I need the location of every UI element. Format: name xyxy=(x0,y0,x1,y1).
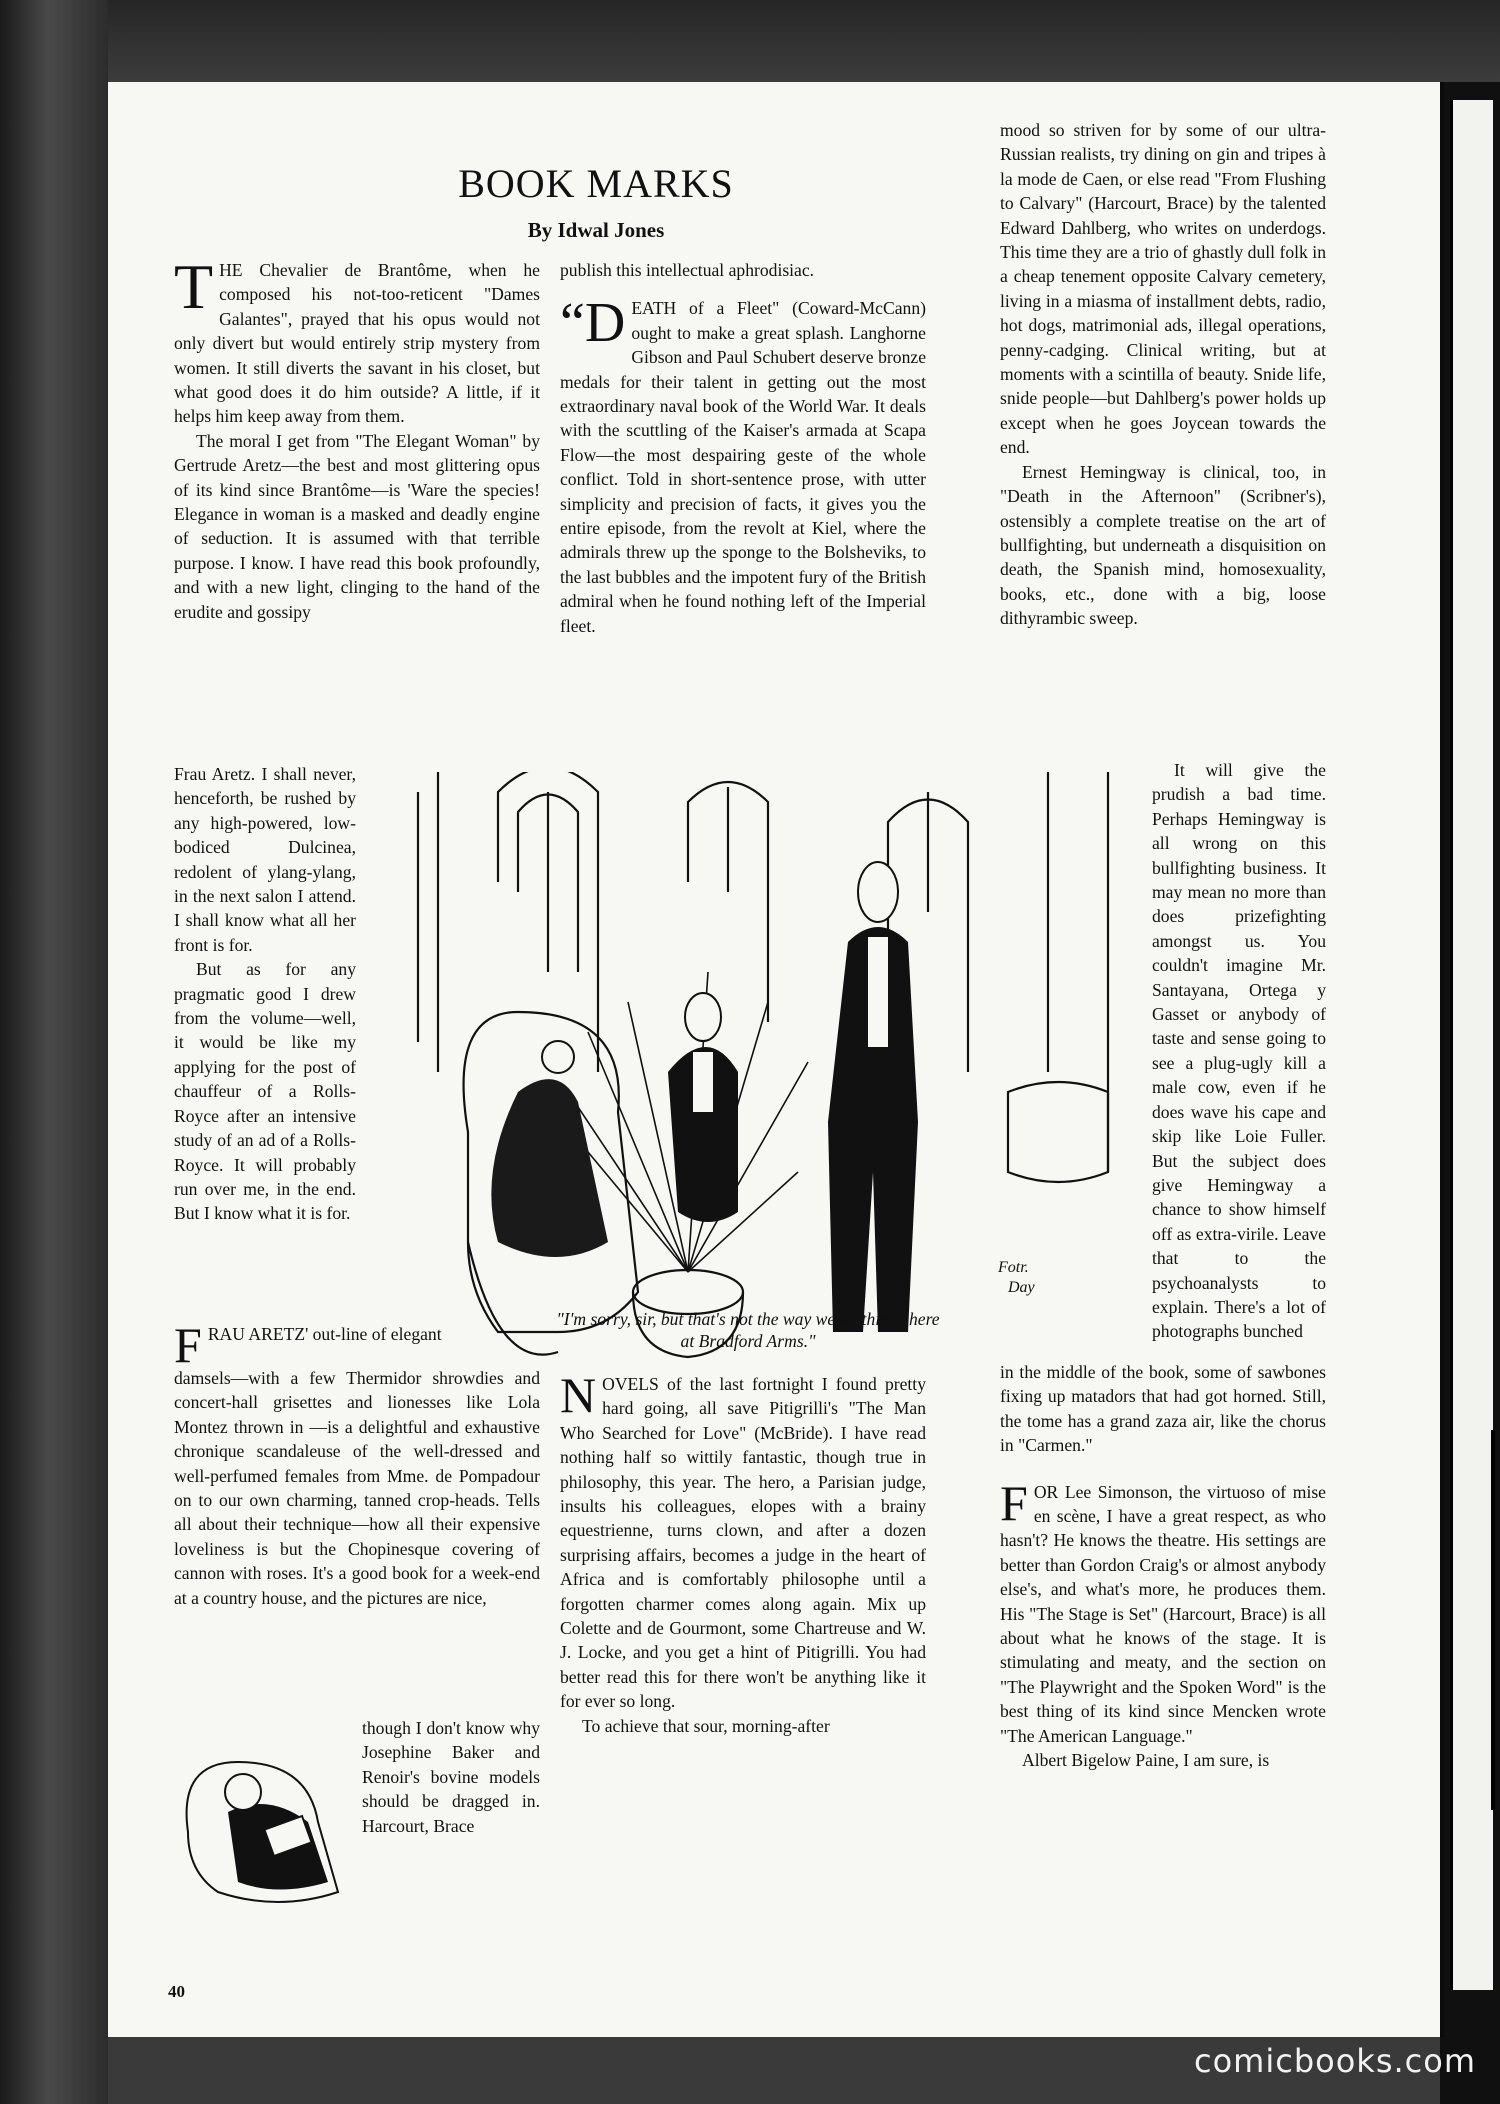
column-1-top xyxy=(174,251,540,624)
paragraph: To achieve that sour, morning-after xyxy=(582,1715,830,1736)
article-title: BOOK MARKS xyxy=(458,161,734,206)
cartoon-illustration xyxy=(408,772,1138,1372)
magazine-page xyxy=(108,82,1444,2037)
page-number: 40 xyxy=(168,1982,185,2001)
dropcap-n: N xyxy=(560,1367,597,1423)
watermark-text: comicbooks.com xyxy=(1193,2042,1476,2080)
article-byline: By Idwal Jones xyxy=(527,218,665,242)
paragraph: EATH of a Fleet" (Coward-McCann) ought to make a great splash. Langhorne Gibson and Paul Schubert deserve bronze medals for their talent in getting out the most extraordinary naval book of the World War. It deals with the scuttling of the Kaiser's armada at Scapa Flow—the most despairing geste of the whole conflict. Told in short-sentence prose, with utter simplicity and precision of facts, it gives you the entire episode, from the revolt at Kiel, where the admirals threw up the sponge to the Bolsheviks, to the last bubbles and the impotent fury of the British admiral when he found nothing left of the Imperial fleet. xyxy=(560,298,926,636)
paragraph: publish this intellectual aphrodisiac. xyxy=(560,260,815,280)
paragraph: though I don't know why Josephine Baker and Renoir's bovine models should be dragged in. Harcourt, Brace xyxy=(362,1718,540,1836)
paragraph: It will give the prudish a bad time. Perhaps Hemingway is all wrong on this bullfighting business. It may mean no more than does prizefighting amongst us. You couldn't imagine Mr. Santayana, Ortega y Gasset or anybody of taste and sense going to see a plug-ugly kill a male cow, even if he does wave his cape and skip like Loie Fuller. But the subject does give Hemingway a chance to show himself off as extra-virile. Leave that to the psychoanalysts to explain. There's a lot of photographs bunched xyxy=(1152,760,1326,1342)
svg-text:Day: Day xyxy=(1008,1279,1035,1296)
paragraph: in the middle of the book, some of sawbones fixing up matadors that had got horned. Still, the tome has a grand zaza air, like the chorus in "Carmen." xyxy=(1000,1362,1326,1456)
seated-woman-figure xyxy=(491,1079,608,1257)
column-base xyxy=(1008,1082,1108,1182)
column-2-top xyxy=(560,258,926,638)
scan-edge-left xyxy=(0,0,108,2104)
paragraph: damsels—with a few Thermidor shrowdies and concert-hall grisettes and lionesses like Lola Montez thrown in —is a delightful and exhaustive chronique scandaleuse of the well-dressed and well-perfumed females from Mme. de Pompadour on to our own charming, tanned crop-heads. Tells all about their technique—how all their expensive loveliness is but the Chopinesque covering of cannon with roses. It's a good book for a week-end at a country house, and the pictures are nice, xyxy=(174,1368,540,1608)
column-2-bottom xyxy=(560,1367,926,1738)
dropcap-f: F xyxy=(174,1317,202,1373)
reading-man-spot-illustration xyxy=(168,1722,364,1912)
column-3-top xyxy=(1000,118,1326,631)
paragraph: HE Chevalier de Brantôme, when he composed his not-too-reticent "Dames Galantes", prayed that his opus would not only divert but would entirely strip mystery from women. It still diverts the savant in his closet, but what good does it do him outside? A little, if it helps him keep away from them. xyxy=(174,260,540,427)
scan-edge-top xyxy=(108,0,1500,82)
paragraph: mood so striven for by some of our ultra-Russian realists, try dining on gin and tripes à la mode de Caen, or else read "From Flushing to Calvary" (Harcourt, Brace) by the talented Edward Dahlberg, who writes on underdogs. This time they are a trio of ghastly dull folk in a cheap tenement opposite Calvary cemetery, living in a miasma of installment debts, radio, hot dogs, matrimonial ads, illegal operations, penny-cadging. Clinical writing, but at moments with a scintilla of beauty. Snide life, snide people—but Dahlberg's power holds up except when he goes Joycean towards the end. xyxy=(1000,120,1326,458)
column-1-narrow xyxy=(174,762,356,1226)
dropcap-f: F xyxy=(1000,1474,1028,1531)
illustration-caption: "I'm sorry, sir, but that's not the way we do things here at Bradford Arms." xyxy=(556,1309,940,1351)
adjacent-page-edge xyxy=(1450,100,1493,1990)
dropcap-d: “D xyxy=(560,292,626,355)
dropcap-t: T xyxy=(174,251,214,322)
paragraph: But as for any pragmatic good I drew from the volume—well, it would be like my applying for the post of chauffeur of a Rolls-Royce after an intensive study of an ad of a Rolls-Royce. It will probably run over me, in the end. But I know what it is for. xyxy=(174,959,356,1224)
paragraph: OVELS of the last fortnight I found pretty hard going, all save Pitigrilli's "The Man Who Searched for Love" (McBride). I have read nothing half so wittily fantastic, though true in philosophy, this year. The hero, a Parisian judge, insults his colleagues, elopes with a brainy equestrienne, turns clown, and after a dozen surprising affairs, becomes a judge in the heart of Africa and is comfortably philosophe until a forgotten charmer comes along again. Mix up Colette and de Gourmont, some Chartreuse and W. J. Locke, and you get a hint of Pitigrilli. You had better read this for there won't be anything like it for ever so long. xyxy=(560,1374,926,1712)
paragraph: The moral I get from "The Elegant Woman" by Gertrude Aretz—the best and most glittering opus of its kind since Brantôme—is 'Ware the species! Elegance in woman is a masked and deadly engine of seduction. It is assumed with that terrible purpose. I know. I have read this book profoundly, and with a new light, clinging to the hand of the erudite and gossipy xyxy=(174,430,540,622)
paragraph: Ernest Hemingway is clinical, too, in "Death in the Afternoon" (Scribner's), ostensibly a complete treatise on the art of bullfighting, but underneath a disquisition on death, the Spanish mind, homosexuality, books, etc., done with a big, loose dithyrambic sweep. xyxy=(1000,461,1326,629)
column-1-end xyxy=(362,1716,540,1838)
paragraph: Frau Aretz. I shall never, henceforth, be rushed by any high-powered, low-bodiced Dulcinea, redolent of ylang-ylang, in the next salon I attend. I shall know what all her front is for. xyxy=(174,764,356,955)
paragraph: Albert Bigelow Paine, I am sure, is xyxy=(1022,1750,1270,1771)
column-3-narrow xyxy=(1152,758,1326,1344)
paragraph-lead: RAU ARETZ' out-line of elegant xyxy=(207,1324,442,1344)
column-3-lower xyxy=(1000,1360,1326,1773)
paragraph: OR Lee Simonson, the virtuoso of mise en scène, I have a great respect, as who hasn't? He knows the theatre. His settings are better than Gordon Craig's or almost anybody else's, and what's more, he produces them. His "The Stage is Set" (Harcourt, Brace) is all about what he knows of the stage. It is stimulating and meaty, and the section on "The Playwright and the Spoken Word" is the best thing of its kind since Mencken wrote "The American Language." xyxy=(1000,1481,1326,1746)
artist-signature: Fotr. xyxy=(998,1259,1029,1276)
